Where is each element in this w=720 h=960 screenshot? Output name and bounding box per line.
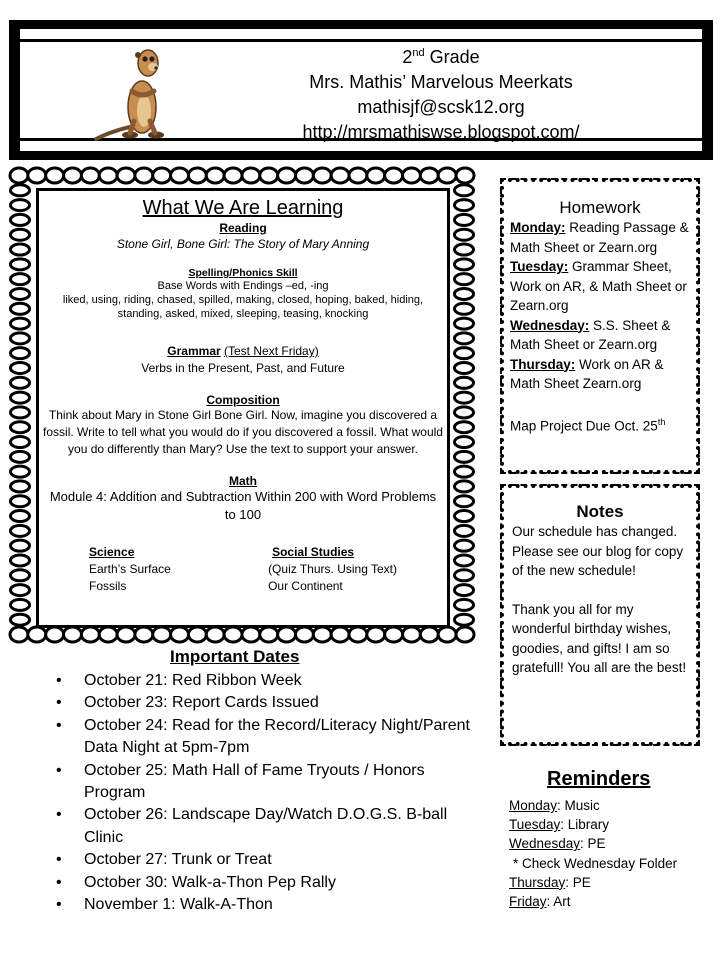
border-ring [11,511,30,522]
border-ring [11,244,30,255]
border-ring [242,168,260,183]
border-ring [11,333,30,344]
reminder-day: Friday [509,894,547,910]
date-item: • October 30: Walk-a-Thon Pep Rally [56,872,476,894]
border-ring [367,168,385,183]
border-ring [171,627,189,642]
border-ring [278,168,296,183]
reminder-item [509,834,677,853]
border-ring [117,627,135,642]
date-item: • October 23: Report Cards Issued [56,692,476,714]
homework-text: Reading Passage & Math Sheet or Zearn.org [510,220,689,255]
border-ring [455,214,474,225]
border-ring [11,392,30,403]
border-ring [11,585,30,596]
teacher-email[interactable]: mathisjf@scsk12.org [357,97,525,117]
reminder-value: : PE [580,836,606,852]
border-ring [455,555,474,566]
reminder-value: : Library [560,817,610,833]
border-ring [455,348,474,359]
border-ring [11,496,30,507]
border-ring [11,481,30,492]
border-ring [10,627,28,642]
border-ring [278,627,296,642]
border-ring [455,570,474,581]
homework-day: Tuesday: [510,259,569,274]
science-heading: Science [89,545,135,559]
social-studies-heading: Social Studies [272,545,355,559]
border-ring [420,168,438,183]
notes-paragraph: Thank you all for my wonderful birthday wishes, goodies, and gifts! I am so gratefull! You all are the best! [512,601,687,675]
border-ring [402,168,420,183]
homework-box [500,178,700,474]
homework-item [510,218,692,257]
border-ring [420,627,438,642]
border-ring [455,585,474,596]
border-ring [11,407,30,418]
border-ring [11,362,30,373]
reminder-day: Tuesday [509,817,561,833]
border-ring [188,627,206,642]
border-ring [455,244,474,255]
border-ring [455,422,474,433]
border-ring [64,627,82,642]
border-ring [455,496,474,507]
important-dates-list [56,670,476,916]
social-studies-item: (Quiz Thurs. Using Text) [268,562,397,576]
date-item: • October 24: Read for the Record/Literacy Night/Parent Data Night at 5pm-7pm [56,715,476,760]
border-ring [11,377,30,388]
date-item: • October 25: Math Hall of Fame Tryouts / Honors Program [56,760,476,805]
border-ring [455,407,474,418]
date-item: • October 27: Trunk or Treat [56,849,476,871]
border-ring [456,168,474,183]
notes-title: Notes [576,502,624,521]
border-ring [455,318,474,329]
grade-number: 2 [402,47,413,67]
subject-columns [39,544,447,595]
border-ring [11,570,30,581]
meerkat-illustration [90,35,200,147]
project-due [510,413,692,436]
border-ring [438,627,456,642]
border-ring [224,168,242,183]
grade-line [220,41,662,70]
border-ring [11,318,30,329]
border-ring [455,511,474,522]
reminder-day: Wednesday [509,836,581,852]
border-ring [153,627,171,642]
border-ring [455,466,474,477]
border-ring [135,627,153,642]
grammar-text: Verbs in the Present, Past, and Future [141,361,345,375]
border-ring [455,392,474,403]
border-ring [135,168,153,183]
grade-word: Grade [429,47,480,67]
composition-heading: Composition [206,393,280,407]
border-ring [11,437,30,448]
border-ring [11,200,30,211]
notes-box [500,484,700,746]
important-dates-title: Important Dates [170,647,300,666]
reminder-item [509,892,677,911]
reminder-note: * Check Wednesday Folder [513,855,678,871]
spelling-heading: Spelling/Phonics Skill [188,267,298,279]
border-ring [455,185,474,196]
date-item: • October 21: Red Ribbon Week [56,670,476,692]
border-ring [455,229,474,240]
border-ring [99,168,117,183]
border-ring [11,614,30,625]
class-name: Mrs. Mathis’ Marvelous Meerkats [309,72,573,92]
social-studies-column [268,544,397,595]
reminder-item [509,873,677,892]
border-ring [367,627,385,642]
reminder-value: : PE [565,874,591,890]
border-ring [331,627,349,642]
border-ring [455,525,474,536]
homework-text: Grammar Sheet, Work on AR, & Math Sheet or Zearn.org [510,259,687,313]
border-ring [455,599,474,610]
spelling-words: liked, using, riding, chased, spilled, making, closed, hoping, baked, hiding, standing, asked, mixed, sleeping, teasing, knocking [62,294,424,320]
border-ring [455,481,474,492]
border-ring [188,168,206,183]
homework-item [510,316,692,355]
border-ring [455,200,474,211]
border-ring [438,168,456,183]
science-column [89,544,171,595]
border-ring [455,259,474,270]
border-ring [260,627,278,642]
grammar-line [39,343,447,360]
border-ring [349,168,367,183]
homework-title: Homework [559,198,641,217]
border-ring [455,288,474,299]
border-ring [455,614,474,625]
reminders-list [509,796,677,911]
math-heading: Math [229,474,257,488]
homework-list [504,218,696,436]
reading-heading: Reading [219,221,267,235]
border-ring [455,333,474,344]
reminder-value: : Art [546,894,571,910]
social-studies-item: Our Continent [268,579,343,593]
border-ring [331,168,349,183]
border-ring [117,168,135,183]
class-blog-link[interactable]: http://mrsmathiswse.blogspot.com/ [302,122,580,142]
homework-day: Wednesday: [510,317,590,333]
border-ring [313,168,331,183]
notes-paragraph: Our schedule has changed. Please see our blog for copy of the new schedule! [512,524,684,578]
border-ring [28,168,46,183]
border-ring [295,168,313,183]
border-ring [224,627,242,642]
border-ring [242,627,260,642]
border-ring [455,377,474,388]
border-ring [11,214,30,225]
grade-suffix: nd [412,47,425,59]
border-ring [206,168,224,183]
border-ring [11,288,30,299]
homework-item [510,355,692,394]
grammar-heading: Grammar [167,344,221,358]
math-text: Module 4: Addition and Subtraction Within 200 with Word Problems to 100 [49,489,437,522]
border-ring [64,168,82,183]
border-ring [171,168,189,183]
border-ring [11,540,30,551]
border-ring [11,348,30,359]
border-ring [455,303,474,314]
border-ring [11,303,30,314]
border-ring [10,168,28,183]
learning-title: What We Are Learning [142,197,344,219]
notes-body [504,522,696,678]
project-suffix: th [657,416,666,427]
homework-day: Thursday: [510,356,576,372]
border-ring [206,627,224,642]
border-ring [385,627,403,642]
border-ring [402,627,420,642]
border-ring [349,627,367,642]
border-ring [11,259,30,270]
reading-text: Stone Girl, Bone Girl: The Story of Mary Anning [116,237,370,251]
border-ring [11,422,30,433]
border-ring [11,599,30,610]
border-ring [455,451,474,462]
border-ring [295,627,313,642]
header-panel [20,29,702,151]
border-ring [313,627,331,642]
border-ring [260,168,278,183]
project-text: Map Project Due Oct. 25 [510,418,658,433]
border-ring [11,185,30,196]
border-ring [153,168,171,183]
reminder-item [509,815,677,834]
spelling-rule: Base Words with Endings –ed, -ing [157,280,329,292]
homework-day: Monday: [510,220,566,235]
border-ring [455,362,474,373]
composition-text: Think about Mary in Stone Girl Bone Girl. Now, imagine you discovered a fossil. Write to tell what you would do if you discovered a fossil. What would you do differently than Mary? Use the text to support your answer. [43,408,443,456]
border-ring [456,627,474,642]
border-ring [11,525,30,536]
border-ring [455,437,474,448]
homework-item [510,257,692,316]
border-ring [46,168,64,183]
learning-section [36,188,450,628]
homework-text: S.S. Sheet & Math Sheet or Zearn.org [510,317,671,352]
border-ring [11,274,30,285]
reminder-day: Thursday [509,874,566,890]
date-item: • October 26: Landscape Day/Watch D.O.G.S. B-ball Clinic [56,804,476,849]
border-ring [455,274,474,285]
reminders-title: Reminders [547,768,651,790]
border-ring [99,627,117,642]
homework-text: Work on AR & Math Sheet Zearn.org [510,356,664,391]
border-ring [455,540,474,551]
reminder-item [509,796,677,815]
header-info [220,41,662,145]
science-item: Earth’s Surface [89,562,171,576]
science-item: Fossils [89,579,127,593]
date-item: • November 1: Walk-A-Thon [56,894,476,916]
border-ring [11,555,30,566]
grammar-note: (Test Next Friday) [224,344,319,358]
reminder-value: : Music [557,798,600,813]
border-ring [385,168,403,183]
border-ring [11,229,30,240]
border-ring [81,627,99,642]
newsletter-header [9,20,713,160]
border-ring [28,627,46,642]
border-ring [46,627,64,642]
border-ring [11,466,30,477]
border-ring [81,168,99,183]
border-ring [11,451,30,462]
reminder-day: Monday [509,798,558,813]
